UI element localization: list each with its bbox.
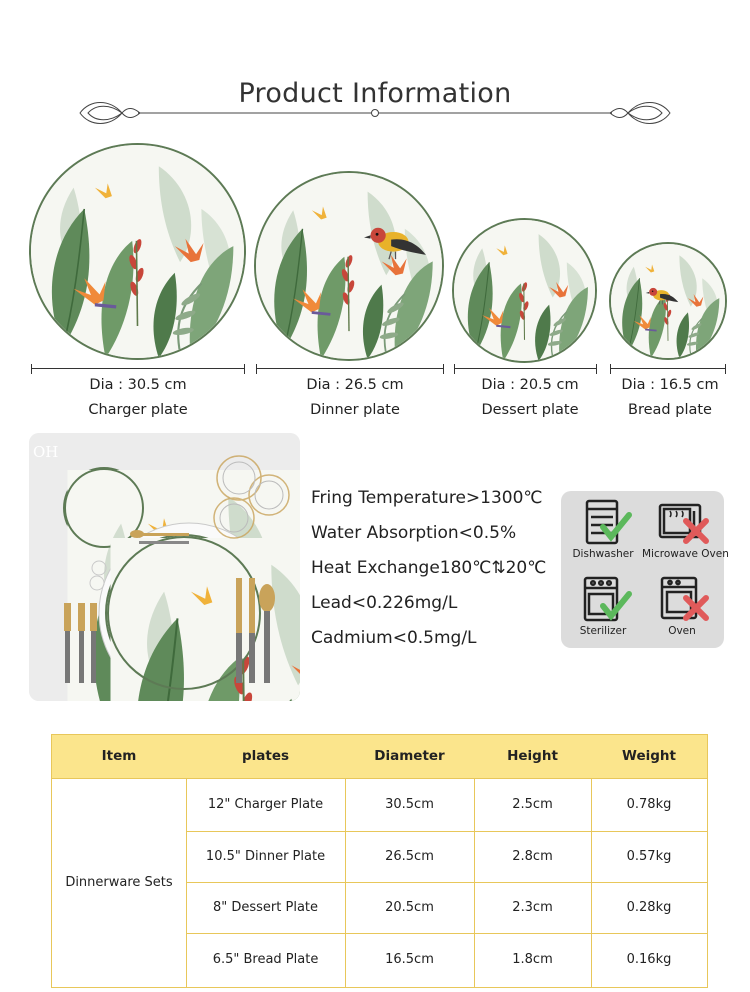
usage-oven	[642, 576, 722, 637]
table-cell-weight: 0.28kg	[626, 900, 672, 915]
column-header-item: Item	[101, 748, 137, 764]
table-cell-weight: 0.57kg	[626, 849, 672, 864]
spec-water-absorption: Water Absorption<0.5%	[311, 523, 517, 543]
dimension-line	[454, 364, 597, 374]
header	[0, 70, 750, 130]
column-header-plates: plates	[241, 748, 290, 764]
table-cell-plate: 12" Charger Plate	[207, 797, 324, 812]
table-cell-diameter: 20.5cm	[385, 900, 434, 915]
ornament-icon	[78, 96, 672, 126]
plate-name: Dessert plate	[481, 402, 579, 418]
bread-plate-image	[609, 242, 727, 360]
table-cell-plate: 8" Dessert Plate	[212, 900, 319, 915]
usage-label: Oven	[668, 625, 696, 637]
charger-plate-image	[29, 143, 246, 360]
spec-firing-temperature: Fring Temperature>1300℃	[311, 488, 543, 508]
usage-label: Microwave Oven	[642, 548, 729, 560]
plate-name: Bread plate	[628, 402, 712, 418]
spec-table	[51, 734, 708, 988]
sterilizer-icon	[573, 576, 633, 624]
plate-diameter: Dia : 26.5 cm	[306, 377, 404, 393]
spec-heat-exchange: Heat Exchange180℃⇅20℃	[311, 558, 547, 578]
plate-diameter: Dia : 30.5 cm	[89, 377, 187, 393]
table-cell-plate: 10.5" Dinner Plate	[205, 849, 326, 864]
dimension-line	[31, 364, 245, 374]
plate-diameter: Dia : 16.5 cm	[621, 377, 719, 393]
table-cell-height: 2.3cm	[512, 900, 553, 915]
dimension-line	[256, 364, 444, 374]
usage-dishwasher	[563, 499, 643, 560]
microwave-icon	[652, 499, 712, 547]
dinner-plate-image	[254, 171, 444, 361]
page-title: Product Information	[238, 78, 512, 109]
table-cell-height: 2.8cm	[512, 849, 553, 864]
table-cell-diameter: 16.5cm	[385, 952, 434, 967]
spec-list	[311, 487, 546, 662]
table-cell-weight: 0.78kg	[626, 797, 672, 812]
column-header-height: Height	[507, 748, 558, 764]
dishwasher-icon	[573, 499, 633, 547]
oven-icon	[652, 576, 712, 624]
usage-sterilizer	[563, 576, 643, 637]
table-cell-diameter: 26.5cm	[385, 849, 434, 864]
dimension-line	[610, 364, 726, 374]
table-cell-height: 1.8cm	[512, 952, 553, 967]
usage-microwave	[642, 499, 729, 560]
plate-name: Charger plate	[88, 402, 188, 418]
plate-name: Dinner plate	[310, 402, 400, 418]
usage-panel	[561, 491, 729, 648]
table-setting-photo	[29, 433, 300, 701]
column-header-weight: Weight	[622, 748, 676, 764]
plate-diameter: Dia : 20.5 cm	[481, 377, 579, 393]
column-header-diameter: Diameter	[374, 748, 445, 764]
table-cell-plate: 6.5" Bread Plate	[212, 952, 319, 967]
usage-label: Sterilizer	[579, 625, 627, 637]
table-cell-weight: 0.16kg	[626, 952, 672, 967]
spec-cadmium: Cadmium<0.5mg/L	[311, 628, 477, 648]
table-cell-item: Dinnerware Sets	[65, 875, 173, 890]
table-cell-height: 2.5cm	[512, 797, 553, 812]
table-header-row	[52, 735, 707, 778]
usage-label: Dishwasher	[572, 548, 634, 560]
watermark: OH	[33, 443, 59, 461]
dessert-plate-image	[452, 218, 597, 363]
table-cell-diameter: 30.5cm	[385, 797, 434, 812]
spec-lead: Lead<0.226mg/L	[311, 593, 458, 613]
